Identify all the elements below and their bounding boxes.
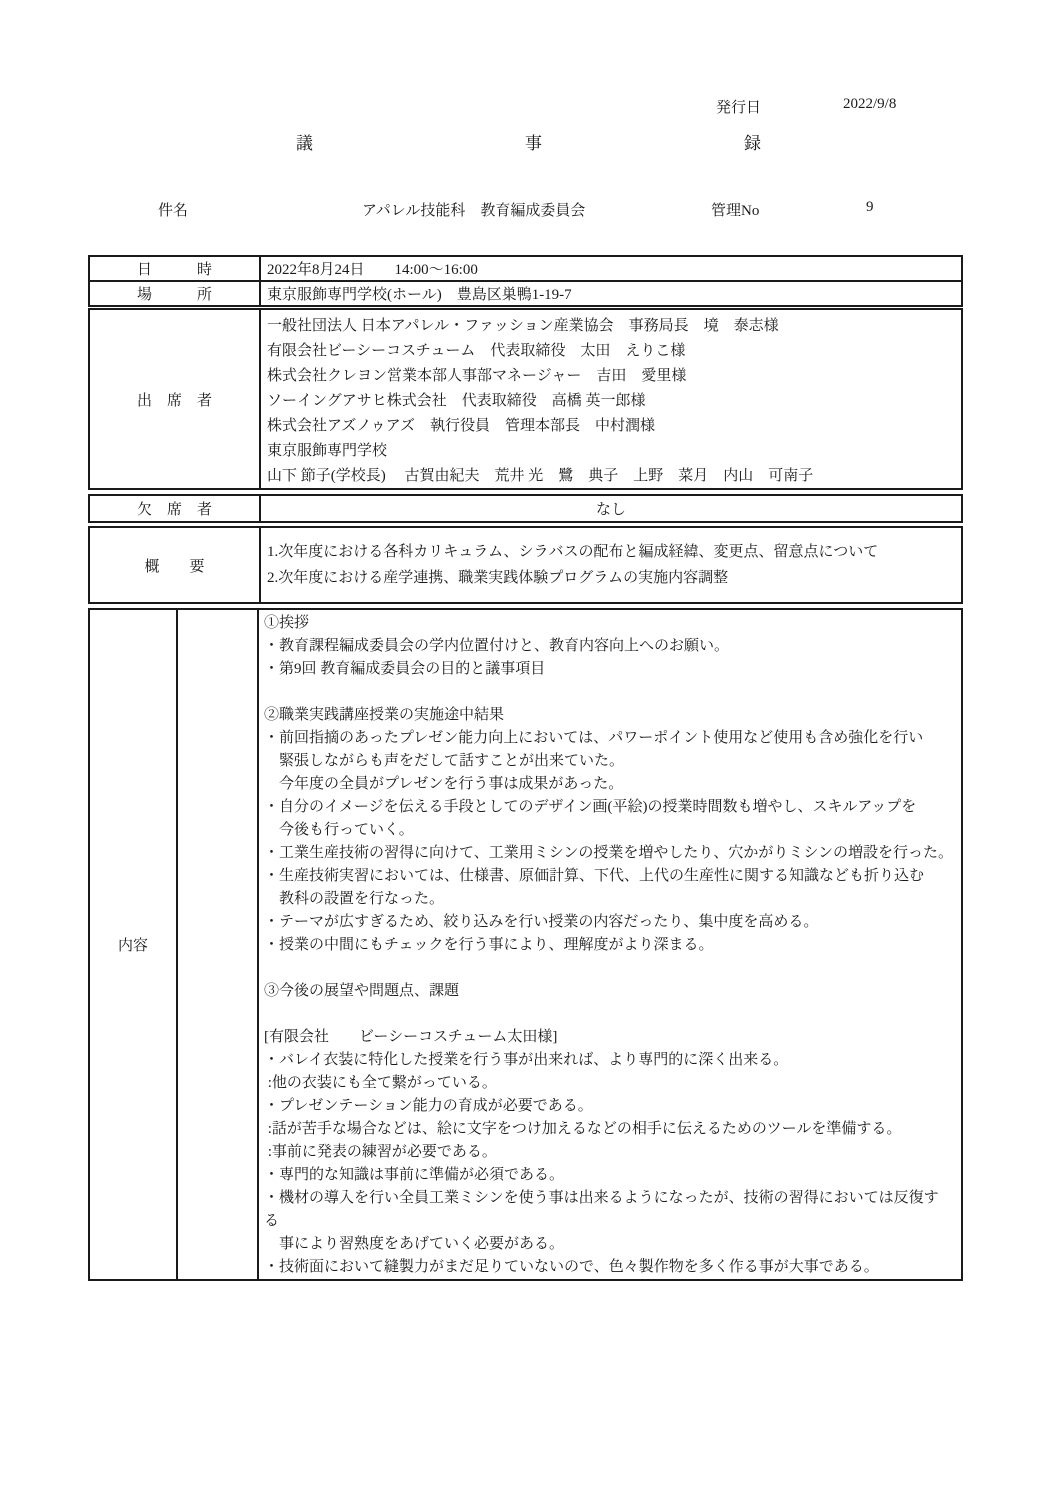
issue-date-value: 2022/9/8 xyxy=(843,96,897,112)
attendee-line: 東京服飾専門学校 xyxy=(267,443,388,459)
place-label: 場 所 xyxy=(90,282,261,305)
content-line xyxy=(264,1003,961,1026)
content-table xyxy=(88,608,963,1281)
summary-table xyxy=(88,526,963,604)
content-spacer-column xyxy=(178,610,259,1279)
summary-line: 2.次年度における産学連携、職業実践体験プログラムの実施内容調整 xyxy=(267,570,729,586)
issue-date-label: 発行日 xyxy=(716,100,762,116)
summary-line: 1.次年度における各科カリキュラム、シラバスの配布と編成経緯、変更点、留意点について xyxy=(267,544,879,560)
attendees-label: 出 席 者 xyxy=(90,310,261,488)
content-line: ・自分のイメージを伝える手段としてのデザイン画(平絵)の授業時間数も増やし、スキルアップを xyxy=(264,799,917,815)
content-line: ・バレイ衣装に特化した授業を行う事が出来れば、より専門的に深く出来る。 xyxy=(264,1052,789,1068)
content-line xyxy=(264,957,961,980)
content-line: ②職業実践講座授業の実施途中結果 xyxy=(264,707,505,723)
datetime-value: 2022年8月24日 14:00～16:00 xyxy=(267,262,478,278)
attendees-list xyxy=(261,310,961,488)
content-line: ①挨拶 xyxy=(264,615,310,631)
summary-list xyxy=(261,528,961,602)
content-line: 教科の設置を行なった。 xyxy=(264,891,445,907)
content-line: ③今後の展望や問題点、課題 xyxy=(264,983,460,999)
content-line: ・機材の導入を行い全員工業ミシンを使う事は出来るようになったが、技術の習得においては反復す xyxy=(264,1190,939,1206)
content-line: 今年度の全員がプレゼンを行う事は成果があった。 xyxy=(264,776,624,792)
content-line: ・プレゼンテーション能力の育成が必要である。 xyxy=(264,1098,593,1114)
attendees-table xyxy=(88,308,963,490)
datetime-place-table xyxy=(88,255,963,307)
content-line: 緊張しながらも声をだして話すことが出来ていた。 xyxy=(264,753,625,769)
content-line: :他の衣装にも全て繋がっている。 xyxy=(264,1075,497,1091)
content-line: 今後も行っていく。 xyxy=(264,822,414,838)
place-value: 東京服飾専門学校(ホール) 豊島区巣鴨1-19-7 xyxy=(267,287,572,303)
content-line: ・工業生産技術の習得に向けて、工業用ミシンの授業を増やしたり、穴かがりミシンの増設を行った。 xyxy=(264,845,953,861)
content-line: ・授業の中間にもチェックを行う事により、理解度がより深まる。 xyxy=(264,937,714,953)
attendee-line: ソーイングアサヒ株式会社 代表取締役 高橋 英一郎様 xyxy=(267,393,646,409)
content-line: ・前回指摘のあったプレゼン能力向上においては、パワーポイント使用など使用も含め強化を行い xyxy=(264,730,924,746)
document-title-char: 議 xyxy=(296,134,313,153)
content-line: 事により習熟度をあげていく必要がある。 xyxy=(264,1236,565,1252)
document-title-char: 録 xyxy=(744,134,761,153)
content-body xyxy=(259,610,961,1279)
subject-value: アパレル技能科 教育編成委員会 xyxy=(362,203,586,219)
content-label: 内容 xyxy=(90,610,178,1279)
absentees-label: 欠 席 者 xyxy=(90,496,261,521)
absentees-table xyxy=(88,494,963,523)
content-line: ・専門的な知識は事前に準備が必須である。 xyxy=(264,1167,565,1183)
attendee-line: 株式会社クレヨン営業本部人事部マネージャー 吉田 愛里様 xyxy=(267,368,687,384)
datetime-row xyxy=(90,257,961,280)
datetime-label: 日 時 xyxy=(90,257,261,280)
content-line xyxy=(264,681,961,704)
content-line: ・技術面において縫製力がまだ足りていないので、色々製作物を多く作る事が大事である。 xyxy=(264,1259,879,1275)
place-row xyxy=(90,280,961,305)
content-line: ・教育課程編成委員会の学内位置付けと、教育内容向上へのお願い。 xyxy=(264,638,730,654)
content-line: る xyxy=(264,1213,280,1229)
content-line: ・生産技術実習においては、仕様書、原価計算、下代、上代の生産性に関する知識なども折り込む xyxy=(264,868,925,884)
content-line: ・第9回 教育編成委員会の目的と議事項目 xyxy=(264,661,546,677)
content-line: :話が苦手な場合などは、絵に文字をつけ加えるなどの相手に伝えるためのツールを準備する。 xyxy=(264,1121,902,1137)
content-line: ・テーマが広すぎるため、絞り込みを行い授業の内容だったり、集中度を高める。 xyxy=(264,914,819,930)
attendee-line: 山下 節子(学校長) 古賀由紀夫 荒井 光 鷺 典子 上野 菜月 内山 可南子 xyxy=(267,468,814,484)
manage-no-label: 管理No xyxy=(711,203,760,219)
subject-label: 件名 xyxy=(158,203,189,219)
content-line: [有限会社 ビーシーコスチューム太田様] xyxy=(264,1029,558,1045)
attendee-line: 一般社団法人 日本アパレル・ファッション産業協会 事務局長 境 泰志様 xyxy=(267,318,779,334)
attendee-line: 有限会社ビーシーコスチューム 代表取締役 太田 えりこ様 xyxy=(267,343,686,359)
document-title-char: 事 xyxy=(525,134,542,153)
attendee-line: 株式会社アズノゥアズ 執行役員 管理本部長 中村潤様 xyxy=(267,418,656,434)
summary-label: 概 要 xyxy=(90,528,261,602)
absentees-value: なし xyxy=(595,502,626,518)
content-line: :事前に発表の練習が必要である。 xyxy=(264,1144,497,1160)
manage-no-value: 9 xyxy=(866,199,874,215)
